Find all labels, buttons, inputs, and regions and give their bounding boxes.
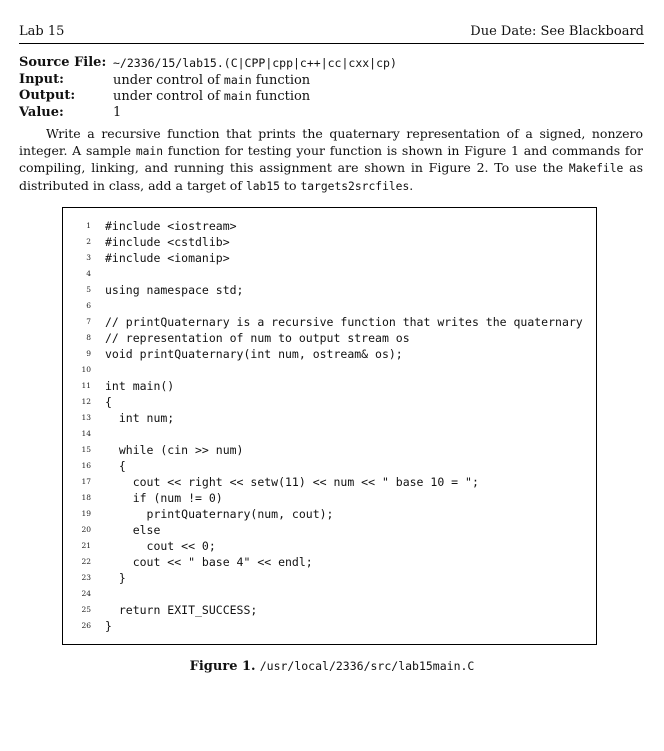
due-date: Due Date: See Blackboard [470,24,644,39]
figure-caption [0,659,664,674]
line-number: 16 [81,461,91,470]
lab-title: Lab 15 [19,24,65,39]
line-number: 22 [81,557,91,566]
code-text: #include <cstdlib> [105,235,230,249]
assignment-info [19,55,397,121]
code-text: int main() [105,379,175,393]
line-number: 13 [81,413,91,422]
line-number: 4 [86,269,91,278]
line-number: 12 [81,397,91,406]
code-text: } [105,619,112,633]
line-number: 10 [81,365,91,374]
code-text: // printQuaternary is a recursive function that writes the quaternary [105,315,583,329]
line-number: 14 [81,429,91,438]
code-text: cout << " base 4" << endl; [105,555,313,569]
info-value [19,105,397,122]
code-text: int num; [105,411,175,425]
code-text: if (num != 0) [105,491,223,505]
code-text: #include <iostream> [105,219,237,233]
code-text: using namespace std; [105,283,244,297]
code-text: void printQuaternary(int num, ostream& os); [105,347,403,361]
line-number: 8 [86,333,91,342]
line-number: 17 [81,477,91,486]
output-value: under control of main function [113,89,311,104]
line-number: 25 [81,605,91,614]
code-text: return EXIT_SUCCESS; [105,603,258,617]
info-label: Output: [19,88,76,103]
code-text: else [105,523,161,537]
source-file-value: ~/2336/15/lab15.(C|CPP|cpp|c++|cc|cxx|cp) [113,56,397,70]
info-output [19,88,397,105]
line-number: 2 [86,237,91,246]
code-text: // representation of num to output stream os [105,331,410,345]
line-number: 24 [81,589,91,598]
info-input [19,72,397,89]
line-number: 6 [86,301,91,310]
assignment-description: Write a recursive function that prints the quaternary representation of a signed, nonzero integer. A sample main function for testing your function is shown in Figure 1 and commands for compiling, linking, and running this assignment are shown in Figure 2. To use the Makefile as distributed in class, add a target of lab15 to targets2srcfiles. [19,126,644,193]
input-value: under control of main function [113,72,311,88]
code-text: } [105,571,126,585]
figure-path: /usr/local/2336/src/lab15main.C [259,659,475,673]
info-source-file [19,55,397,72]
line-number: 3 [86,253,91,262]
page-header [19,24,644,42]
code-listing [62,207,597,645]
line-number: 21 [81,541,91,550]
line-number: 19 [81,509,91,518]
code-text: cout << 0; [105,539,216,553]
info-label: Input: [19,71,64,87]
code-text: printQuaternary(num, cout); [105,507,334,521]
code-text: while (cin >> num) [105,443,244,457]
line-number: 18 [81,493,91,502]
line-number: 15 [81,445,91,454]
code-text: { [105,395,112,409]
code-text: { [105,459,126,473]
line-number: 20 [81,525,91,534]
line-number: 26 [81,621,91,630]
info-label: Value: [19,104,64,120]
line-number: 23 [81,573,91,582]
code-text: #include <iomanip> [105,251,230,265]
line-number: 1 [86,221,91,230]
line-number: 11 [81,381,91,390]
value-value: 1 [113,104,122,120]
line-number: 7 [86,317,91,326]
line-number: 5 [86,285,91,294]
info-label: Source File: [19,55,107,70]
header-rule [19,43,644,44]
line-number: 9 [86,349,91,358]
figure-label: Figure 1. [189,659,256,674]
code-text: cout << right << setw(11) << num << " base 10 = "; [105,475,479,489]
